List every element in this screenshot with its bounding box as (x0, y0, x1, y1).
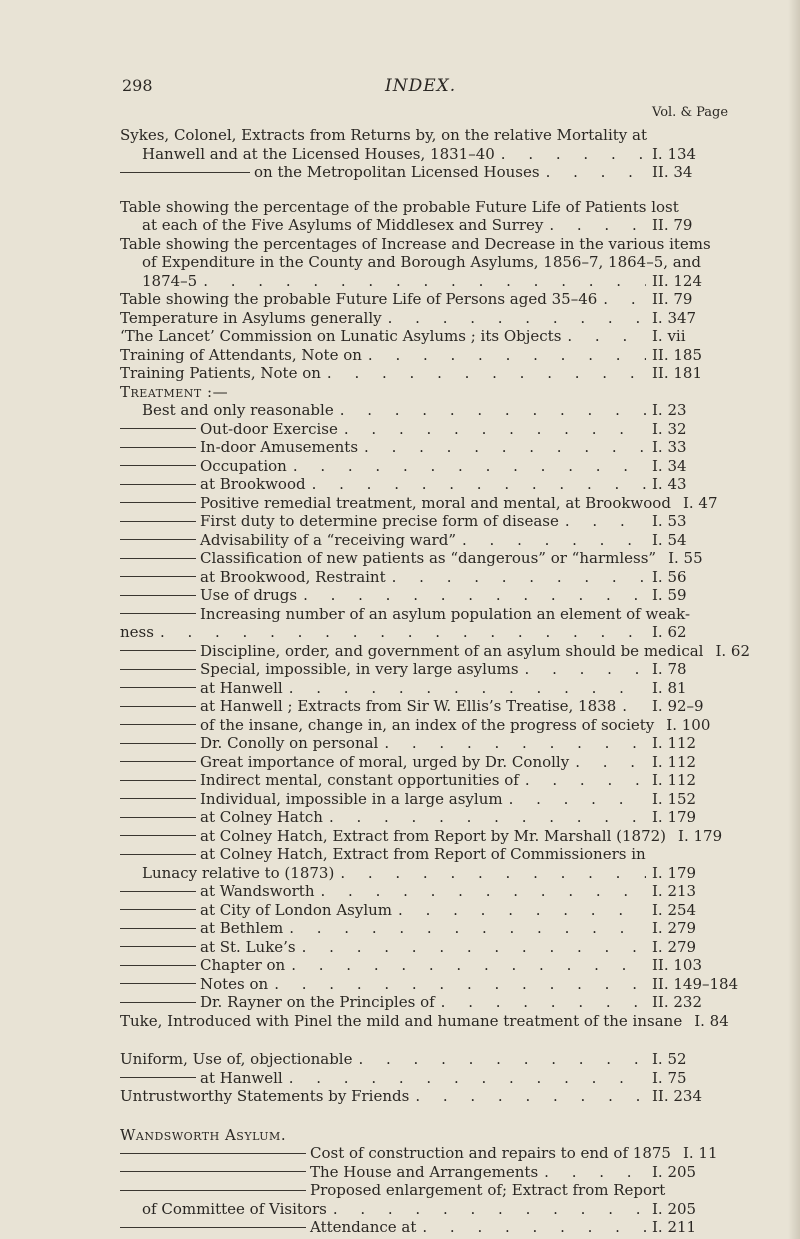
index-entry: Untrustworthy Statements by Friends . . . II. 234 (120, 1087, 740, 1106)
index-entry: at Brookwood, Restraint . . . I. 56 (120, 568, 740, 587)
index-entry: Out-door Exercise . . . I. 32 (120, 420, 740, 439)
index-entry: Dr. Rayner on the Principles of . . . II. 232 (120, 993, 740, 1012)
index-entry: at Colney Hatch, Extract from Report of Commissioners in (120, 845, 740, 864)
index-entry: ness . . . I. 62 (120, 623, 740, 642)
index-entry: Increasing number of an asylum population an element of weak- (120, 605, 740, 624)
index-entry: at City of London Asylum . . . I. 254 (120, 901, 740, 920)
index-entry: The House and Arrangements . . . I. 205 (120, 1163, 740, 1182)
index-entry: at Colney Hatch, Extract from Report by Mr. Marshall (1872) . . . I. 179 (120, 827, 740, 846)
index-entry: Indirect mental, constant opportunities of . . . I. 112 (120, 771, 740, 790)
index-entry: Training Patients, Note on . . . II. 181 (120, 364, 740, 383)
index-entry: Sykes, Colonel, Extracts from Returns by, on the relative Mortality at (120, 126, 648, 144)
index-entry: Chapter on . . . II. 103 (120, 956, 740, 975)
index-entry: Occupation . . . I. 34 (120, 457, 740, 476)
index-entry: of Committee of Visitors . . . I. 205 (120, 1200, 740, 1219)
index-entry: Classification of new patients as “dangerous” or “harmless” . . . I. 55 (120, 549, 740, 568)
index-entry: ‘The Lancet’ Commission on Lunatic Asylums ; its Objects . . . I. vii (120, 327, 740, 346)
index-entry: Table showing the percentage of the probable Future Life of Patients lost (120, 197, 679, 216)
page-number: 298 (122, 76, 153, 95)
index-entries (120, 126, 751, 1237)
index-entry: Training of Attendants, Note on . . . II. 185 (120, 346, 740, 365)
index-heading: Wandsworth Asylum. (120, 1125, 287, 1144)
index-entry: Tuke, Introduced with Pinel the mild and humane treatment of the insane . . . I. 84 (120, 1012, 740, 1031)
index-entry: Uniform, Use of, objectionable . . . I. 52 (120, 1050, 740, 1069)
index-entry: Individual, impossible in a large asylum . . . I. 152 (120, 790, 740, 809)
index-entry: at Bethlem . . . I. 279 (120, 919, 740, 938)
index-entry: at Hanwell . . . I. 75 (120, 1069, 740, 1088)
index-entry: at Brookwood . . . I. 43 (120, 475, 740, 494)
index-entry: In-door Amusements . . . I. 33 (120, 438, 740, 457)
page-edge-shadow (788, 0, 800, 1239)
index-heading: Treatment :— (120, 382, 229, 401)
index-entry: at Colney Hatch . . . I. 179 (120, 808, 740, 827)
index-entry: Notes on . . . II. 149–184 (120, 975, 740, 994)
index-entry: First duty to determine precise form of disease . . . I. 53 (120, 512, 740, 531)
index-entry: Discipline, order, and government of an asylum should be medical . . . I. 62 (120, 642, 740, 661)
index-entry: 1874–5 . . . II. 124 (120, 272, 740, 291)
index-entry: Use of drugs . . . I. 59 (120, 586, 740, 605)
index-entry: Proposed enlargement of; Extract from Report (120, 1181, 740, 1200)
index-entry: Table showing the probable Future Life of Persons aged 35–46 . . . II. 79 (120, 290, 740, 309)
index-entry: Cost of construction and repairs to end of 1875 . . . I. 11 (120, 1144, 740, 1163)
index-entry: at Hanwell . . . I. 81 (120, 679, 740, 698)
index-entry: Dr. Conolly on personal . . . I. 112 (120, 734, 740, 753)
index-entry: of Expenditure in the County and Borough Asylums, 1856–7, 1864–5, and (142, 253, 702, 271)
index-entry: at each of the Five Asylums of Middlesex and Surrey . . . II. 79 (120, 216, 740, 235)
index-entry: Lunacy relative to (1873) . . . I. 179 (120, 864, 740, 883)
index-entry: of the insane, change in, an index of the progress of society . . . I. 100 (120, 716, 740, 735)
index-entry: Table showing the percentages of Increase and Decrease in the various items (120, 234, 711, 253)
index-entry: at Wandsworth . . . I. 213 (120, 882, 740, 901)
index-entry: at St. Luke’s . . . I. 279 (120, 938, 740, 957)
page-title: INDEX. (385, 76, 457, 96)
index-entry: on the Metropolitan Licensed Houses . . . II. 34 (120, 163, 740, 182)
index-entry: Attendance at . . . I. 211 (120, 1218, 740, 1237)
index-entry: Best and only reasonable . . . I. 23 (120, 401, 740, 420)
vol-page-heading: Vol. & Page (652, 105, 729, 120)
index-entry: at Hanwell ; Extracts from Sir W. Ellis’s Treatise, 1838 . . . I. 92–9 (120, 697, 740, 716)
index-entry: Great importance of moral, urged by Dr. Conolly . . . I. 112 (120, 753, 740, 772)
index-entry: Positive remedial treatment, moral and mental, at Brookwood . . . I. 47 (120, 494, 740, 513)
index-entry: Temperature in Asylums generally . . . I. 347 (120, 309, 740, 328)
index-entry: Special, impossible, in very large asylums . . . I. 78 (120, 660, 740, 679)
index-entry: Advisability of a “receiving ward” . . . I. 54 (120, 531, 740, 550)
index-entry: Hanwell and at the Licensed Houses, 1831–40 . . . I. 134 (120, 145, 740, 164)
